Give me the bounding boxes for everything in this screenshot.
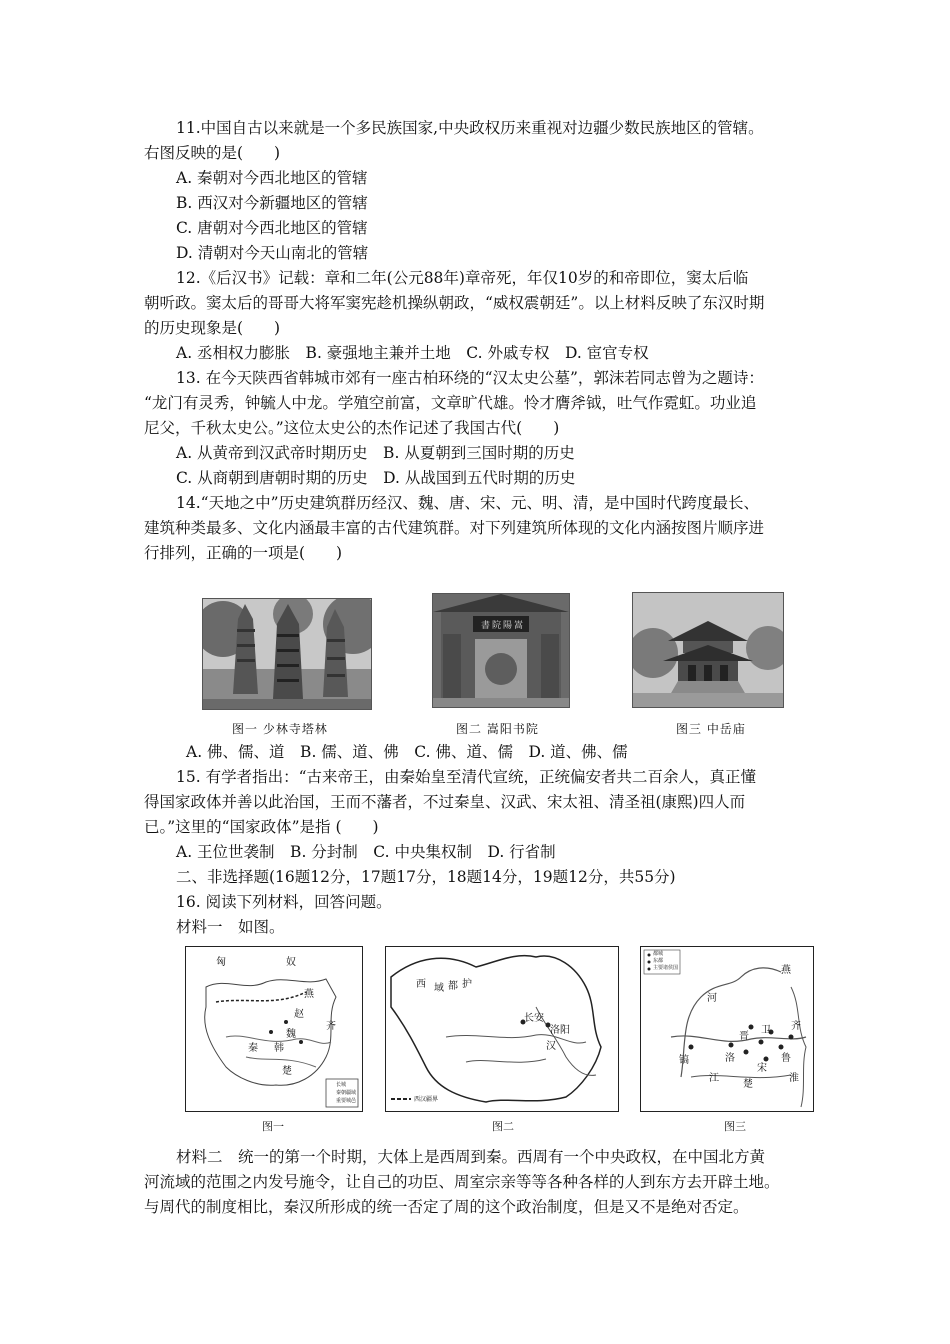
map3-legend-states: 主要诸侯国 — [653, 965, 679, 971]
q11-option-b: B. 西汉对今新疆地区的管辖 — [176, 194, 368, 212]
q14-line1: 14.“天地之中”历史建筑群历经汉、魏、唐、宋、元、明、清，是中国时代跨度最长、 — [176, 494, 760, 512]
map1-legend-city: 重要城邑 — [336, 1098, 357, 1104]
q16-material1: 材料一 如图。 — [176, 918, 285, 936]
q14-options: A. 佛、儒、道 B. 儒、道、佛 C. 佛、道、儒 D. 道、佛、儒 — [186, 743, 628, 761]
q13-options-2: C. 从商朝到唐朝时期的历史 D. 从战国到五代时期的历史 — [176, 469, 576, 487]
map3-label-lu: 鲁 — [781, 1053, 791, 1064]
q15-line2: 得国家政体并善以此治国，王而不藩者，不过秦皇、汉武、宋太祖、清圣祖(康熙)四人而 — [144, 793, 746, 811]
q11-option-d: D. 清朝对今天山南北的管辖 — [176, 244, 369, 262]
map1-label-xiong: 匈 — [216, 957, 226, 968]
map1-label-nu: 奴 — [286, 957, 296, 968]
q16-line1: 16. 阅读下列材料，回答问题。 — [176, 893, 392, 911]
map-3-caption: 图三 — [724, 1120, 746, 1133]
map3-label-hao: 镐 — [679, 1055, 689, 1066]
map3-label-huai: 淮 — [789, 1073, 799, 1084]
q11-line1: 11.中国自古以来就是一个多民族国家,中央政权历来重视对边疆少数民族地区的管辖。 — [176, 119, 764, 137]
map2-label-han: 汉 — [546, 1041, 556, 1052]
q15-line3: 已。”这里的“国家政体”是指 ( ) — [144, 818, 379, 836]
q13-line1: 13. 在今天陕西省韩城市郊有一座古柏环绕的“汉太史公墓”，郭沫若同志曾为之题诗： — [176, 369, 764, 387]
q11-option-c: C. 唐朝对今西北地区的管辖 — [176, 219, 368, 237]
q16-material2-line1: 材料二 统一的第一个时期，大体上是西周到秦。西周有一个中央政权，在中国北方黄 — [176, 1148, 766, 1166]
section-2-heading: 二、非选择题(16题12分，17题17分，18题14分，19题12分，共55分) — [176, 868, 676, 886]
map3-legend-east-capital: 东都 — [653, 958, 664, 964]
map1-label-wei: 魏 — [286, 1029, 296, 1040]
map-3-western-zhou — [640, 946, 814, 1112]
caption-photo-1: 图一 少林寺塔林 — [232, 722, 328, 736]
map1-label-qi: 齐 — [326, 1021, 336, 1032]
q12-line2: 朝听政。窦太后的哥哥大将军窦宪趁机操纵朝政，“威权震朝廷”。以上材料反映了东汉时期 — [144, 294, 765, 312]
map3-legend-capital: 都城 — [653, 951, 664, 957]
map2-label-yu: 域 — [434, 983, 444, 994]
q13-line3: 尼父，千秋太史公。”这位太史公的杰作记述了我国古代( ) — [144, 419, 560, 437]
map3-label-jiang: 江 — [709, 1073, 719, 1084]
map-1-qin — [185, 946, 363, 1112]
map3-label-chu: 楚 — [743, 1079, 753, 1090]
map1-label-yan: 燕 — [304, 989, 314, 1000]
map1-legend-territory: 秦朝疆域 — [336, 1090, 357, 1096]
map1-label-qin: 秦 — [248, 1043, 258, 1054]
map3-label-jin: 晋 — [739, 1031, 749, 1042]
photo-zhongyue-temple — [632, 592, 784, 708]
map1-legend-wall: 长城 — [336, 1082, 347, 1088]
q15-options: A. 王位世袭制 B. 分封制 C. 中央集权制 D. 行省制 — [176, 843, 556, 861]
q16-material2-line3: 与周代的制度相比，秦汉所形成的统一否定了周的这个政治制度，但是又不是绝对否定。 — [144, 1198, 749, 1216]
map1-label-zhao: 赵 — [294, 1009, 304, 1020]
q12-line1: 12.《后汉书》记载：章和二年(公元88年)章帝死，年仅10岁的和帝即位，窦太后临 — [176, 269, 749, 287]
caption-photo-2: 图二 嵩阳书院 — [456, 722, 539, 736]
q15-line1: 15. 有学者指出：“古来帝王，由秦始皇至清代宣统，正统偏安者共二百余人，真正懂 — [176, 768, 757, 786]
q16-material2-line2: 河流域的范围之内发号施令，让自己的功臣、周室宗亲等等各种各样的人到东方去开辟土地。 — [144, 1173, 780, 1191]
map3-label-yan: 燕 — [781, 965, 791, 976]
map3-label-luo: 洛 — [725, 1053, 735, 1064]
map1-label-chu: 楚 — [282, 1066, 292, 1077]
caption-photo-3: 图三 中岳庙 — [676, 722, 746, 736]
map2-label-xi: 西 — [416, 979, 426, 990]
photo-shaolin-pagoda-forest — [202, 598, 372, 710]
q13-options-1: A. 从黄帝到汉武帝时期历史 B. 从夏朝到三国时期的历史 — [176, 444, 575, 462]
q12-options: A. 丞相权力膨胀 B. 豪强地主兼并土地 C. 外戚专权 D. 宦官专权 — [176, 344, 649, 362]
map2-label-hu: 护 — [462, 979, 472, 990]
map2-label-changan: 长安 — [524, 1013, 544, 1024]
academy-signboard: 書院陽嵩 — [480, 621, 525, 631]
map2-legend-border: 西汉疆界 — [414, 1096, 439, 1103]
photo-songyang-academy — [432, 593, 570, 708]
map3-label-he: 河 — [707, 993, 717, 1004]
map3-label-song: 宋 — [757, 1063, 767, 1074]
q11-option-a: A. 秦朝对今西北地区的管辖 — [176, 169, 368, 187]
q12-line3: 的历史现象是( ) — [144, 319, 281, 337]
map2-label-du: 都 — [448, 981, 458, 992]
map3-label-qi: 齐 — [791, 1021, 801, 1032]
map-2-caption: 图二 — [492, 1120, 514, 1133]
map-2-western-han — [385, 946, 619, 1112]
map2-label-luoyang: 洛阳 — [550, 1025, 570, 1036]
q14-line3: 行排列，正确的一项是( ) — [144, 544, 343, 562]
map1-label-han: 韩 — [274, 1043, 284, 1054]
q14-line2: 建筑种类最多、文化内涵最丰富的古代建筑群。对下列建筑所体现的文化内涵按图片顺序进 — [144, 519, 765, 537]
q11-line2: 右图反映的是( ) — [144, 144, 281, 162]
map3-label-wei: 卫 — [761, 1025, 771, 1036]
q13-line2: “龙门有灵秀，钟毓人中龙。学殖空前富，文章旷代雄。怜才膺斧钺，吐气作霓虹。功业追 — [144, 394, 757, 412]
map-1-caption: 图一 — [262, 1120, 284, 1133]
